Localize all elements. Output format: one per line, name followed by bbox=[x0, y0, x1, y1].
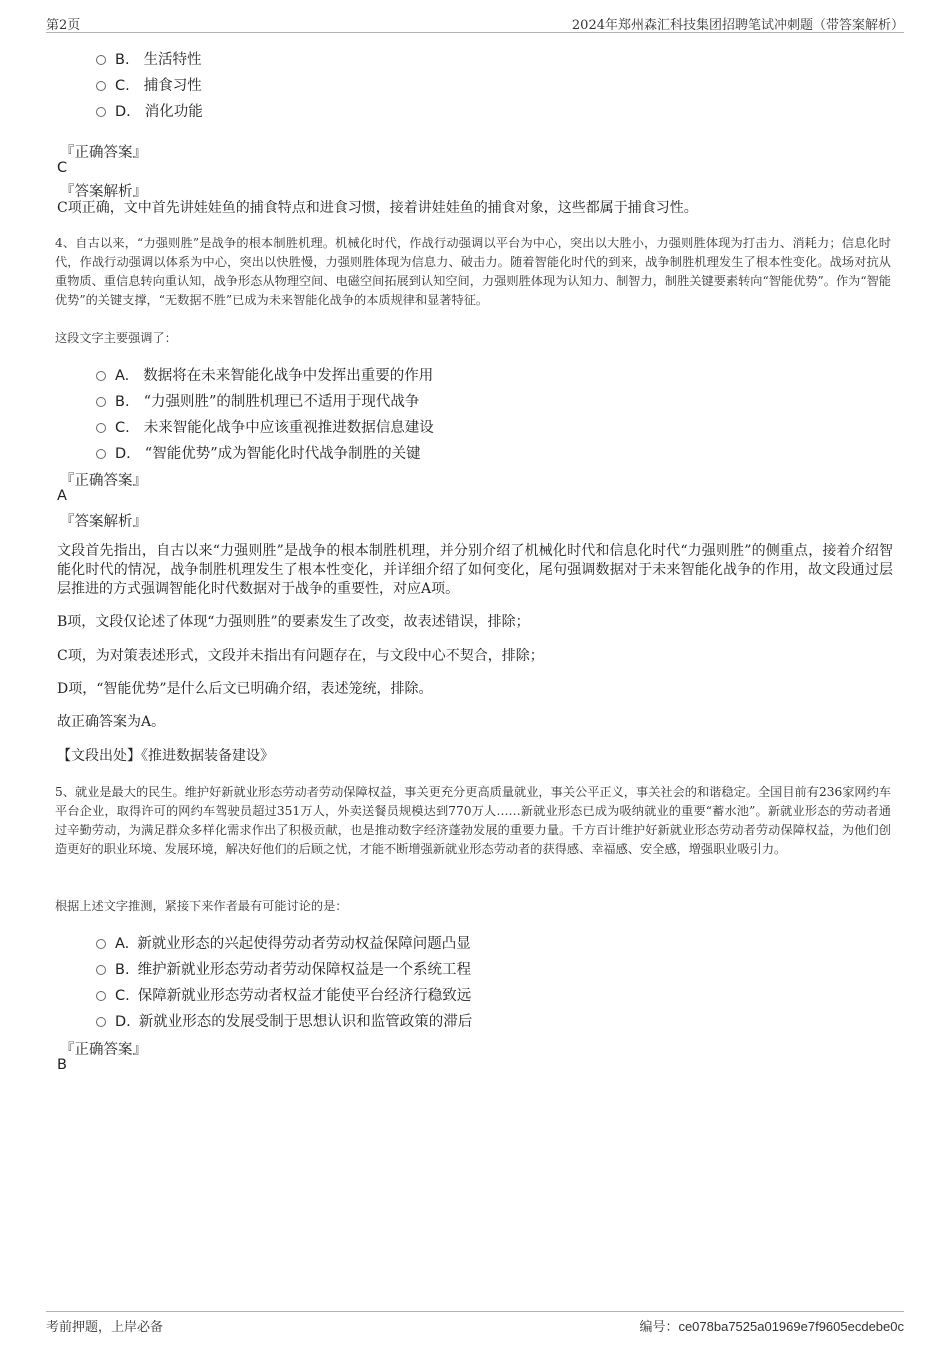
page-number: 第2页 bbox=[46, 18, 81, 33]
q4-option-d[interactable]: D. “智能优势”成为智能化时代战争制胜的关键 bbox=[96, 442, 421, 463]
radio-icon[interactable] bbox=[96, 107, 106, 117]
radio-icon[interactable] bbox=[96, 939, 106, 949]
q4-analysis-label: 『答案解析』 bbox=[60, 514, 147, 530]
radio-icon[interactable] bbox=[96, 965, 106, 975]
q3-answer-label: 『正确答案』 bbox=[60, 145, 147, 161]
q4-analysis-paragraph: 文段首先指出，自古以来“力强则胜”是战争的根本制胜机理，并分别介绍了机械化时代和信息化时代“力强则胜”的侧重点，接着介绍智能化时代的情况，战争制胜机理发生了根本性变化，并详细介绍了如何变化，尾句强调数据对于未来智能化战争的作用，故文段通过层层推进的方式强调智能化时代数据对于战争的重要性，对应A项。 bbox=[57, 543, 893, 597]
q5-answer-label: 『正确答案』 bbox=[60, 1042, 147, 1058]
q3-analysis: C项正确，文中首先讲娃娃鱼的捕食特点和进食习惯，接着讲娃娃鱼的捕食对象，这些都属于捕食习性。 bbox=[57, 200, 698, 216]
radio-icon[interactable] bbox=[96, 81, 106, 91]
q4-answer-label: 『正确答案』 bbox=[60, 473, 147, 489]
q5-option-c[interactable]: C. 保障新就业形态劳动者权益才能使平台经济行稳致远 bbox=[96, 984, 471, 1005]
radio-icon[interactable] bbox=[96, 55, 106, 65]
q5-option-d[interactable]: D. 新就业形态的发展受制于思想认识和监管政策的滞后 bbox=[96, 1010, 472, 1031]
q5-question: 根据上述文字推测，紧接下来作者最有可能讨论的是： bbox=[55, 899, 348, 913]
q4-analysis-paragraph: D项，“智能优势”是什么后文已明确介绍，表述笼统，排除。 bbox=[57, 681, 433, 697]
radio-icon[interactable] bbox=[96, 449, 106, 459]
radio-icon[interactable] bbox=[96, 371, 106, 381]
q4-option-a[interactable]: A. 数据将在未来智能化战争中发挥出重要的作用 bbox=[96, 364, 433, 385]
q4-question: 这段文字主要强调了： bbox=[55, 331, 177, 345]
q4-analysis-paragraph: C项，为对策表述形式，文段并未指出有问题存在，与文段中心不契合，排除； bbox=[57, 648, 544, 664]
radio-icon[interactable] bbox=[96, 423, 106, 433]
q3-option-b[interactable]: B. 生活特性 bbox=[96, 48, 202, 69]
page-header bbox=[46, 14, 904, 33]
document-title: 2024年郑州森汇科技集团招聘笔试冲刺题（带答案解析） bbox=[571, 18, 904, 33]
q5-answer: B bbox=[57, 1057, 67, 1073]
q5-stem: 5、就业是最大的民生。维护好新就业形态劳动者劳动保障权益，事关更充分更高质量就业，事关公平正义，事关社会的和谐稳定。全国目前有236家网约车平台企业，取得许可的网约车驾驶员超过351万人，外卖送餐员规模达到770万人……新就业形态已成为吸纳就业的重要“蓄水池”。新就业形态的劳动者通过辛勤劳动，为满足群众多样化需求作出了积极贡献，也是推动数字经济蓬勃发展的重要力量。千方百计维护好新就业形态劳动者劳动保障权益，为他们创造更好的职业环境、发展环境，解决好他们的后顾之忧，才能不断增强新就业形态劳动者的获得感、幸福感、安全感，增强职业吸引力。 bbox=[55, 785, 891, 856]
radio-icon[interactable] bbox=[96, 1017, 106, 1027]
q4-source: 【文段出处】《推进数据装备建设》 bbox=[57, 748, 274, 764]
footer-slogan: 考前押题，上岸必备 bbox=[46, 1320, 164, 1335]
q4-option-b[interactable]: B. “力强则胜”的制胜机理已不适用于现代战争 bbox=[96, 390, 419, 411]
q4-analysis-paragraph: 故正确答案为A。 bbox=[57, 714, 166, 730]
q5-option-b[interactable]: B. 维护新就业形态劳动者劳动保障权益是一个系统工程 bbox=[96, 958, 471, 979]
q4-analysis-paragraph: B项，文段仅论述了体现“力强则胜”的要素发生了改变，故表述错误，排除； bbox=[57, 614, 530, 630]
radio-icon[interactable] bbox=[96, 397, 106, 407]
q4-stem: 4、自古以来，“力强则胜”是战争的根本制胜机理。机械化时代，作战行动强调以平台为中心，突出以大胜小，力强则胜体现为打击力、消耗力；信息化时代，作战行动强调以体系为中心，突出以快胜慢，力强则胜体现为信息力、破击力。随着智能化时代的到来，战争制胜机理发生了根本性变化。战场对抗从重物质、重信息转向重认知，战争形态从物理空间、电磁空间拓展到认知空间，力强则胜体现为认知力、制智力，制胜关键要素转向“智能优势”。作为“智能优势”的关键支撑，“无数据不胜”已成为未来智能化战争的本质规律和显著特征。 bbox=[55, 236, 891, 307]
q4-answer: A bbox=[57, 488, 67, 504]
q3-option-d[interactable]: D. 消化功能 bbox=[96, 100, 203, 121]
q3-analysis-label: 『答案解析』 bbox=[60, 184, 147, 200]
q5-option-a[interactable]: A. 新就业形态的兴起使得劳动者劳动权益保障问题凸显 bbox=[96, 932, 471, 953]
q3-answer: C bbox=[57, 160, 68, 176]
radio-icon[interactable] bbox=[96, 991, 106, 1001]
document-code: 编号：ce078ba7525a01969e7f9605ecdebe0c bbox=[639, 1319, 904, 1334]
page-footer bbox=[46, 1311, 904, 1334]
q3-option-c[interactable]: C. 捕食习性 bbox=[96, 74, 202, 95]
q4-option-c[interactable]: C. 未来智能化战争中应该重视推进数据信息建设 bbox=[96, 416, 434, 437]
